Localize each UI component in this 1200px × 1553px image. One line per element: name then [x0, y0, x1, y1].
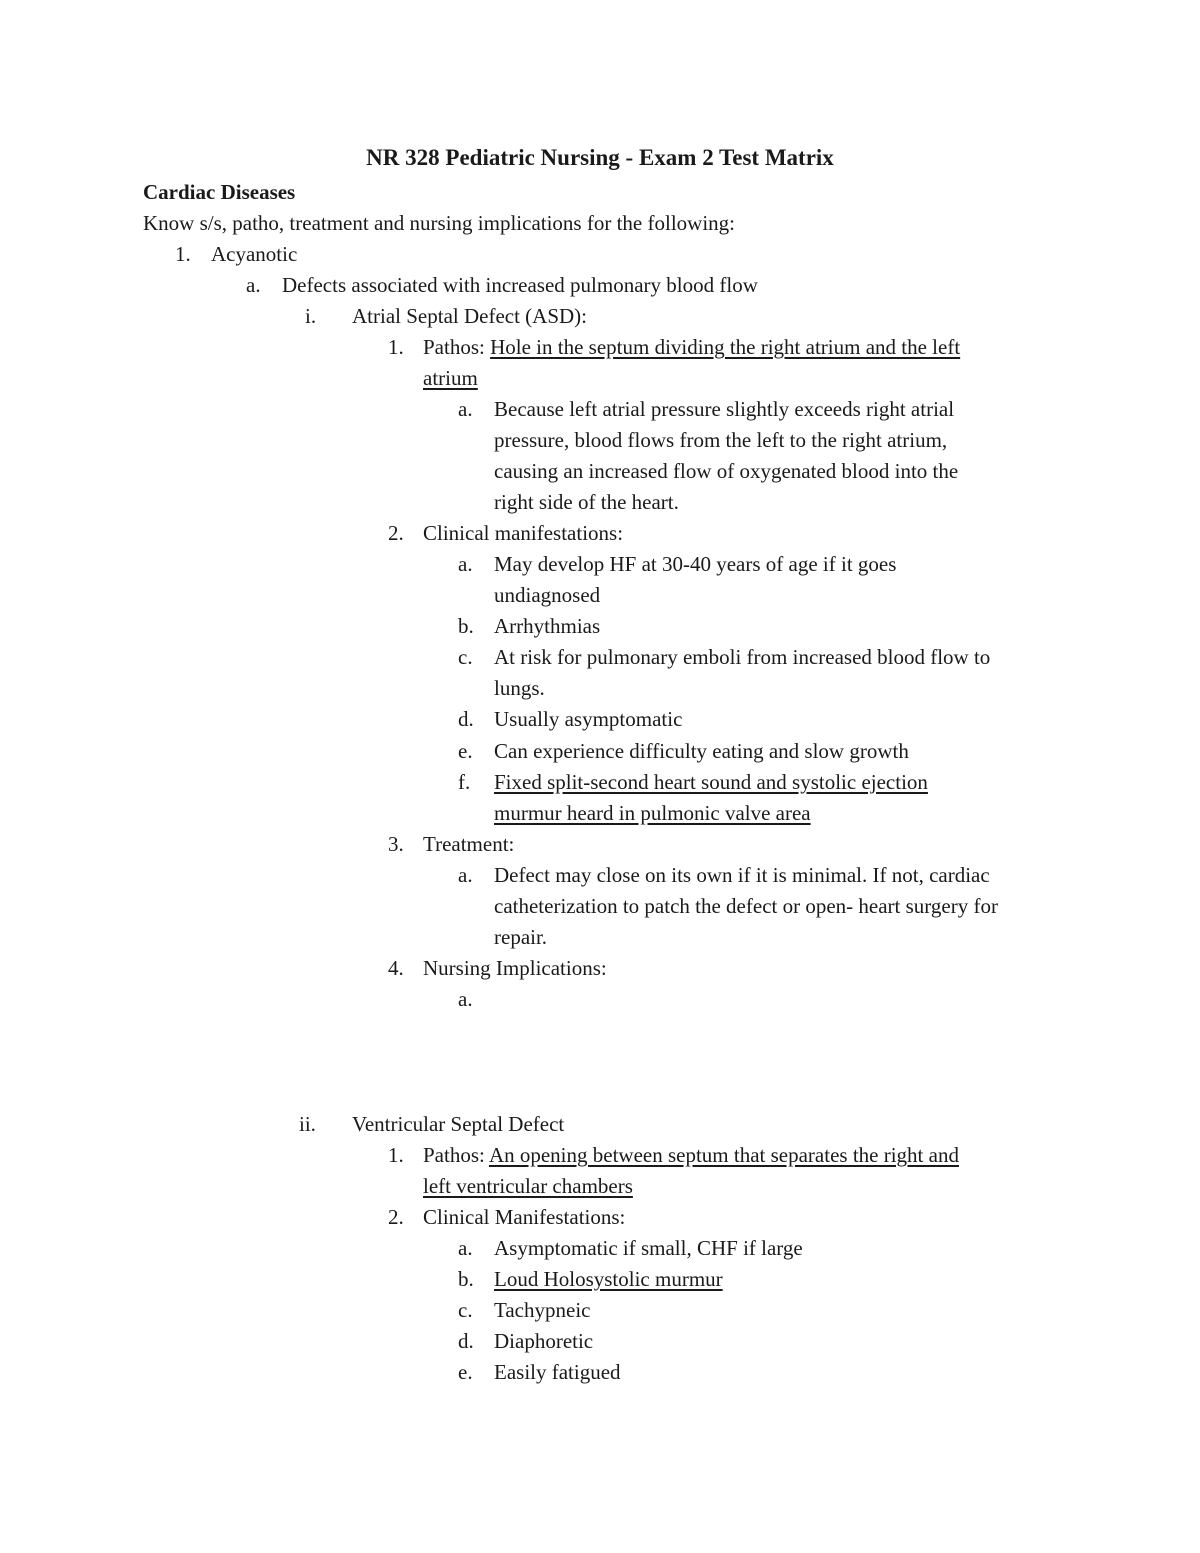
asd-clinical-item: Fixed split-second heart sound and systolic ejection	[494, 770, 928, 794]
section-heading: Cardiac Diseases	[143, 180, 296, 204]
asd-clinical-item: May develop HF at 30-40 years of age if it goes	[494, 552, 897, 576]
asd-pathos-detail: causing an increased flow of oxygenated blood into the	[494, 459, 959, 483]
list-marker: f.	[458, 770, 471, 794]
vsd-pathos-cont	[423, 1171, 633, 1202]
list-marker: a.	[458, 552, 473, 576]
list-marker: d.	[458, 707, 474, 731]
list-marker: a.	[458, 863, 473, 887]
document-title: NR 328 Pediatric Nursing - Exam 2 Test Matrix	[366, 145, 834, 170]
list-marker: 2.	[388, 1205, 404, 1229]
asd-treatment-detail: catheterization to patch the defect or open- heart surgery for	[494, 894, 998, 918]
asd-title: Atrial Septal Defect (ASD):	[352, 304, 588, 328]
vsd-clinical-item: Tachypneic	[494, 1298, 591, 1322]
vsd-clinical-item: Loud Holosystolic murmur	[494, 1267, 723, 1291]
asd-clinical-item: Arrhythmias	[494, 614, 601, 638]
pathos-underlined-text: left ventricular chambers	[423, 1174, 633, 1198]
vsd-clinical-item: Easily fatigued	[494, 1360, 621, 1384]
list-marker: 1.	[388, 1143, 404, 1167]
list-marker: d.	[458, 1329, 474, 1353]
list-marker: ii.	[299, 1112, 316, 1136]
asd-pathos-detail: Because left atrial pressure slightly exceeds right atrial	[494, 397, 955, 421]
list-marker: 1.	[388, 335, 404, 359]
list-marker: c.	[458, 645, 473, 669]
list-marker: 2.	[388, 521, 404, 545]
vsd-pathos	[423, 1140, 959, 1171]
list-marker: e.	[458, 1360, 473, 1384]
asd-pathos-cont	[423, 363, 478, 394]
asd-clinical-item: Can experience difficulty eating and slow growth	[494, 739, 909, 763]
vsd-clinical-item: Asymptomatic if small, CHF if large	[494, 1236, 803, 1260]
list-marker: a.	[246, 273, 261, 297]
asd-clinical-item: lungs.	[494, 676, 545, 700]
list-marker: 3.	[388, 832, 404, 856]
list-item-defects: Defects associated with increased pulmonary blood flow	[282, 273, 758, 297]
asd-treatment-label: Treatment:	[423, 832, 515, 856]
list-marker: b.	[458, 614, 474, 638]
vsd-clinical-item: Diaphoretic	[494, 1329, 594, 1353]
list-marker: a.	[458, 397, 473, 421]
pathos-underlined-text: An opening between septum that separates the right and	[488, 1143, 959, 1167]
asd-clinical-item: At risk for pulmonary emboli from increased blood flow to	[494, 645, 991, 669]
asd-pathos-detail: pressure, blood flows from the left to the right atrium,	[494, 428, 948, 452]
list-marker: a.	[458, 987, 473, 1011]
vsd-clinical-label: Clinical Manifestations:	[423, 1205, 626, 1229]
asd-pathos-detail: right side of the heart.	[494, 490, 679, 514]
asd-treatment-detail: repair.	[494, 925, 548, 949]
asd-clinical-item: Usually asymptomatic	[494, 707, 683, 731]
asd-pathos	[423, 332, 960, 363]
list-marker: c.	[458, 1298, 473, 1322]
list-marker: b.	[458, 1267, 474, 1291]
list-item-acyanotic: Acyanotic	[211, 242, 298, 266]
list-marker: e.	[458, 739, 473, 763]
vsd-title: Ventricular Septal Defect	[352, 1112, 565, 1136]
asd-clinical-item: murmur heard in pulmonic valve area	[494, 801, 811, 825]
pathos-underlined-text: Hole in the septum dividing the right atrium and the left	[490, 335, 961, 359]
list-marker: i.	[305, 304, 317, 328]
intro-text: Know s/s, patho, treatment and nursing implications for the following:	[143, 211, 735, 235]
pathos-underlined-text: atrium	[423, 366, 478, 390]
list-marker: a.	[458, 1236, 473, 1260]
asd-nursing-label: Nursing Implications:	[423, 956, 607, 980]
pathos-label: Pathos:	[423, 335, 491, 359]
list-marker: 1.	[175, 242, 191, 266]
asd-clinical-item: undiagnosed	[494, 583, 601, 607]
list-marker: 4.	[388, 956, 404, 980]
pathos-label: Pathos:	[423, 1143, 489, 1167]
asd-clinical-label: Clinical manifestations:	[423, 521, 624, 545]
asd-treatment-detail: Defect may close on its own if it is minimal. If not, cardiac	[494, 863, 990, 887]
